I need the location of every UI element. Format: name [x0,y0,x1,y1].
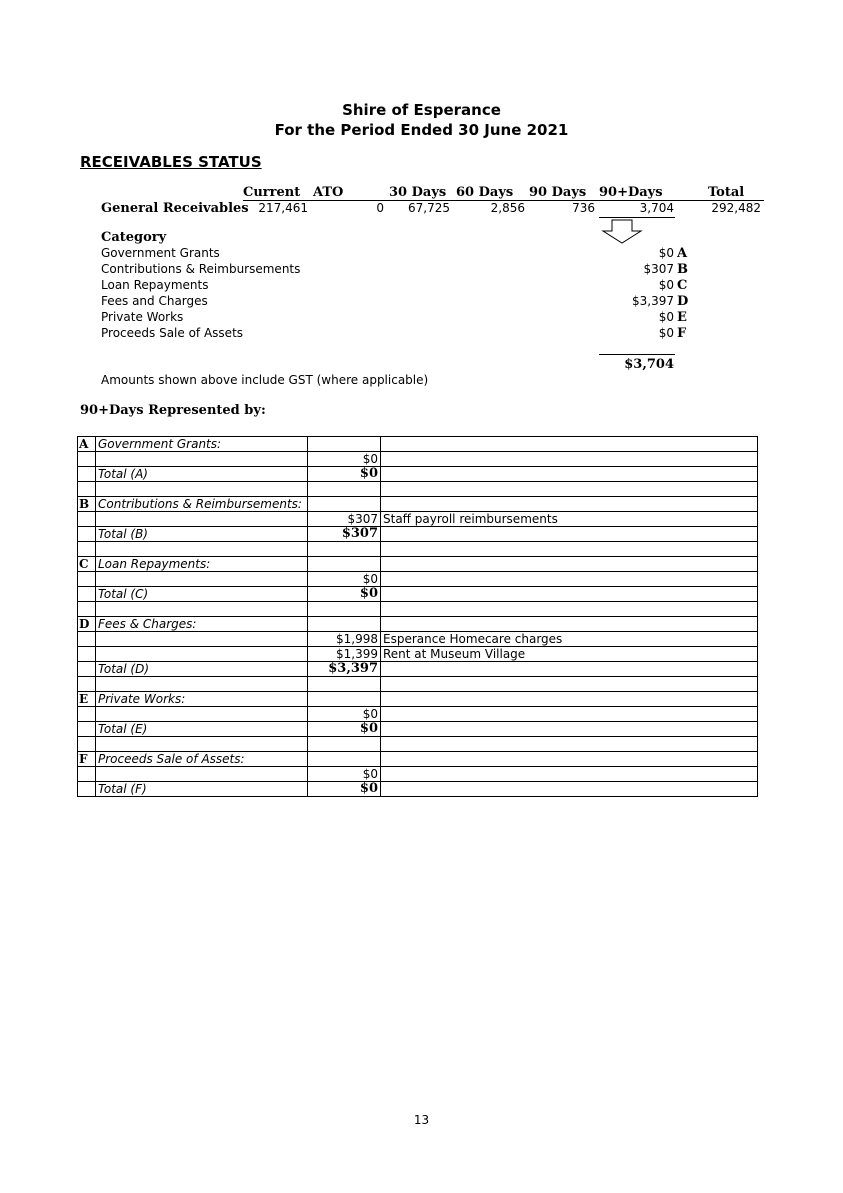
row-label [96,737,308,752]
category-code: B [677,262,688,277]
row-amount: $0 [308,572,381,587]
row-label [96,572,308,587]
row-amount: $0 [308,707,381,722]
category-amount: $3,397 [632,294,674,308]
row-amount: $1,998 [308,632,381,647]
section-code [78,482,96,497]
section-code [78,707,96,722]
row-label: Total (B) [96,527,308,542]
row-label: Total (E) [96,722,308,737]
category-label: Fees and Charges [101,294,208,308]
category-amount: $0 [658,246,674,260]
section-code [78,542,96,557]
category-heading: Category [101,230,167,245]
val-current: 217,461 [258,201,308,215]
section-row [78,752,758,767]
row-amount [308,617,381,632]
col-30-days: 30 Days [389,185,447,200]
row-description [381,617,758,632]
section-code: F [78,752,96,767]
row-amount [308,542,381,557]
section-code: C [78,557,96,572]
down-arrow-icon [600,219,644,245]
col-current: Current [243,185,301,200]
row-description [381,497,758,512]
val-60-days: 2,856 [490,201,525,215]
row-label [96,647,308,662]
page-number: 13 [413,1113,430,1127]
row-label: General Receivables [101,201,249,216]
row-amount: $0 [308,722,381,737]
row-amount [308,752,381,767]
section-code: D [78,617,96,632]
row-description [381,437,758,452]
table-row [78,452,758,467]
row-label: Fees & Charges: [96,617,308,632]
row-description: Rent at Museum Village [381,647,758,662]
table-row [78,602,758,617]
total-row [78,527,758,542]
col-90-plus-days: 90+Days [599,185,663,200]
section-code [78,587,96,602]
row-amount [308,557,381,572]
row-amount: $1,399 [308,647,381,662]
table-row [78,572,758,587]
row-description [381,557,758,572]
category-amount: $0 [658,310,674,324]
row-description: Staff payroll reimbursements [381,512,758,527]
section-code: A [78,437,96,452]
row-amount [308,482,381,497]
section-code [78,647,96,662]
val-total: 292,482 [711,201,761,215]
row-label: Proceeds Sale of Assets: [96,752,308,767]
col-90-days: 90 Days [529,185,587,200]
section-code [78,572,96,587]
row-amount [308,497,381,512]
category-total: $3,704 [624,357,674,372]
row-description [381,662,758,677]
row-label: Contributions & Reimbursements: [96,497,308,512]
row-label: Government Grants: [96,437,308,452]
total-row [78,662,758,677]
section-code [78,722,96,737]
row-description [381,677,758,692]
row-amount: $0 [308,782,381,797]
section-code [78,677,96,692]
total-row [78,782,758,797]
total-row [78,587,758,602]
section-code [78,767,96,782]
category-code: C [677,278,688,293]
section-code: E [78,692,96,707]
row-label [96,707,308,722]
category-label: Government Grants [101,246,220,260]
row-description: Esperance Homecare charges [381,632,758,647]
row-label: Total (F) [96,782,308,797]
row-description [381,782,758,797]
row-amount [308,602,381,617]
row-label [96,602,308,617]
row-description [381,572,758,587]
row-amount [308,437,381,452]
row-label: Total (C) [96,587,308,602]
table-row [78,677,758,692]
row-label [96,452,308,467]
row-label [96,542,308,557]
total-row [78,722,758,737]
val-30-days: 67,725 [408,201,450,215]
row-description [381,482,758,497]
section-row [78,557,758,572]
row-description [381,602,758,617]
row-amount: $0 [308,587,381,602]
category-label: Loan Repayments [101,278,209,292]
row-label: Loan Repayments: [96,557,308,572]
val-90-plus-days: 3,704 [639,201,674,215]
section-row [78,617,758,632]
category-total-rule [599,354,675,355]
row-description [381,767,758,782]
row-amount: $3,397 [308,662,381,677]
row-amount [308,692,381,707]
col-total: Total [708,185,745,200]
row-label [96,677,308,692]
row-label [96,767,308,782]
category-code: D [677,294,689,309]
row-amount [308,737,381,752]
section-row [78,437,758,452]
row-label [96,482,308,497]
section-code [78,662,96,677]
row-description [381,722,758,737]
row-description [381,752,758,767]
row-description [381,707,758,722]
org-title: Shire of Esperance [342,101,501,119]
category-code: F [677,326,687,341]
val-ato: 0 [376,201,384,215]
category-label: Contributions & Reimbursements [101,262,301,276]
section-code [78,467,96,482]
ninety-plus-rule [599,217,675,218]
row-label [96,632,308,647]
row-amount: $0 [308,452,381,467]
table-row [78,737,758,752]
row-label: Total (A) [96,467,308,482]
row-description [381,542,758,557]
category-amount: $0 [658,278,674,292]
row-label [96,512,308,527]
represented-table [77,436,758,797]
gst-note: Amounts shown above include GST (where applicable) [101,373,429,387]
section-code [78,782,96,797]
category-amount: $0 [658,326,674,340]
section-code [78,452,96,467]
col-ato: ATO [313,185,344,200]
row-amount: $0 [308,767,381,782]
category-label: Proceeds Sale of Assets [101,326,244,340]
col-60-days: 60 Days [456,185,514,200]
row-amount: $307 [308,512,381,527]
section-row [78,692,758,707]
row-description [381,527,758,542]
table-row [78,647,758,662]
section-row [78,497,758,512]
row-description [381,692,758,707]
section-code [78,632,96,647]
period-title: For the Period Ended 30 June 2021 [274,121,569,139]
row-description [381,737,758,752]
section-code [78,512,96,527]
represented-heading: 90+Days Represented by: [80,403,266,418]
table-row [78,767,758,782]
category-code: E [677,310,687,325]
table-row [78,512,758,527]
table-row [78,542,758,557]
section-code [78,602,96,617]
section-code [78,527,96,542]
row-description [381,587,758,602]
total-row [78,467,758,482]
category-code: A [677,246,688,261]
row-amount [308,677,381,692]
row-label: Total (D) [96,662,308,677]
section-code [78,737,96,752]
val-90-days: 736 [572,201,595,215]
category-label: Private Works [101,310,184,324]
table-row [78,632,758,647]
row-amount: $307 [308,527,381,542]
row-label: Private Works: [96,692,308,707]
section-heading: RECEIVABLES STATUS [80,153,262,171]
category-amount: $307 [643,262,674,276]
row-description [381,467,758,482]
section-code: B [78,497,96,512]
table-row [78,707,758,722]
row-amount: $0 [308,467,381,482]
row-description [381,452,758,467]
table-row [78,482,758,497]
